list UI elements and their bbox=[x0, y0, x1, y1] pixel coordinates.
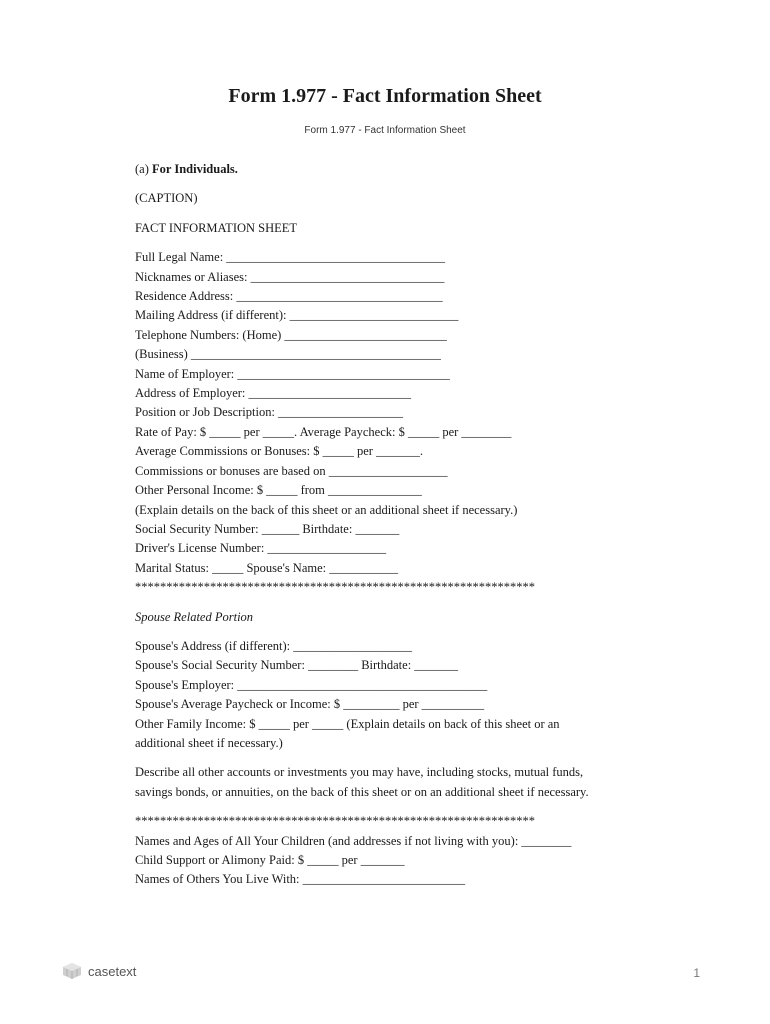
section-a-bold: For Individuals. bbox=[152, 162, 238, 176]
document-subtitle: Form 1.977 - Fact Information Sheet bbox=[304, 125, 466, 136]
final-field-line: Child Support or Alimony Paid: $ _____ per _______ bbox=[135, 853, 405, 867]
spouse-field-line: Spouse's Address (if different): ___________________ bbox=[135, 638, 412, 653]
separator-line-2: **************************************************************** bbox=[135, 814, 535, 829]
field-line: Telephone Numbers: (Home) __________________________ bbox=[135, 327, 447, 342]
spouse-field-line: Spouse's Average Paycheck or Income: $ _________ per __________ bbox=[135, 697, 485, 712]
field-line: Other Personal Income: $ _____ from _______________ bbox=[135, 483, 422, 498]
fields-list bbox=[135, 248, 635, 597]
separator-line: **************************************************************** bbox=[135, 580, 535, 595]
field-line: Rate of Pay: $ _____ per _____. Average Paycheck: $ _____ per ________ bbox=[135, 424, 512, 439]
spouse-heading: Spouse Related Portion bbox=[135, 609, 254, 624]
sheet-heading: FACT INFORMATION SHEET bbox=[135, 220, 298, 235]
document-title: Form 1.977 - Fact Information Sheet bbox=[228, 85, 542, 107]
final-field-line: Names and Ages of All Your Children (and addresses if not living with you): ________ bbox=[135, 833, 572, 848]
field-line: Residence Address: _________________________________ bbox=[135, 289, 443, 304]
casetext-logo[interactable] bbox=[62, 962, 136, 980]
field-line: Full Legal Name: ___________________________________ bbox=[135, 250, 446, 265]
section-a-label bbox=[135, 160, 635, 179]
field-line: Social Security Number: ______ Birthdate: _______ bbox=[135, 521, 400, 536]
spouse-fields-list bbox=[135, 637, 635, 753]
casetext-logo-icon bbox=[62, 962, 82, 980]
field-line: Name of Employer: __________________________________ bbox=[135, 366, 450, 381]
field-line: Address of Employer: __________________________ bbox=[135, 386, 412, 401]
spouse-field-line: Spouse's Employer: ________________________________________ bbox=[135, 677, 488, 692]
field-line: Commissions or bonuses are based on ___________________ bbox=[135, 463, 448, 478]
field-line: (Business) ________________________________________ bbox=[135, 347, 441, 362]
describe-accounts-paragraph: Describe all other accounts or investments you may have, including stocks, mutual funds, savings bonds, or annuities, on the back of this sheet or on an additional sheet if necessary. bbox=[135, 765, 589, 799]
family-income-line: Other Family Income: $ _____ per _____ (Explain details on back of this sheet or an additional sheet if necessary.) bbox=[135, 716, 560, 750]
field-line: Average Commissions or Bonuses: $ _____ per _______. bbox=[135, 444, 423, 459]
brand-name: casetext bbox=[88, 963, 137, 979]
field-line: Marital Status: _____ Spouse's Name: ___________ bbox=[135, 560, 399, 575]
form-body bbox=[135, 160, 635, 890]
field-line: Nicknames or Aliases: _______________________________ bbox=[135, 269, 445, 284]
final-fields-list bbox=[135, 832, 635, 890]
spouse-field-line: Spouse's Social Security Number: ________ Birthdate: _______ bbox=[135, 658, 459, 673]
field-line: Position or Job Description: ____________________ bbox=[135, 405, 404, 420]
caption: (CAPTION) bbox=[135, 191, 198, 206]
section-a-prefix: (a) bbox=[135, 162, 152, 176]
field-line: (Explain details on the back of this sheet or an additional sheet if necessary.) bbox=[135, 502, 518, 517]
page-number: 1 bbox=[693, 966, 700, 980]
field-line: Driver's License Number: ___________________ bbox=[135, 541, 387, 556]
field-line: Mailing Address (if different): ___________________________ bbox=[135, 308, 459, 323]
final-field-line: Names of Others You Live With: __________________________ bbox=[135, 872, 466, 887]
